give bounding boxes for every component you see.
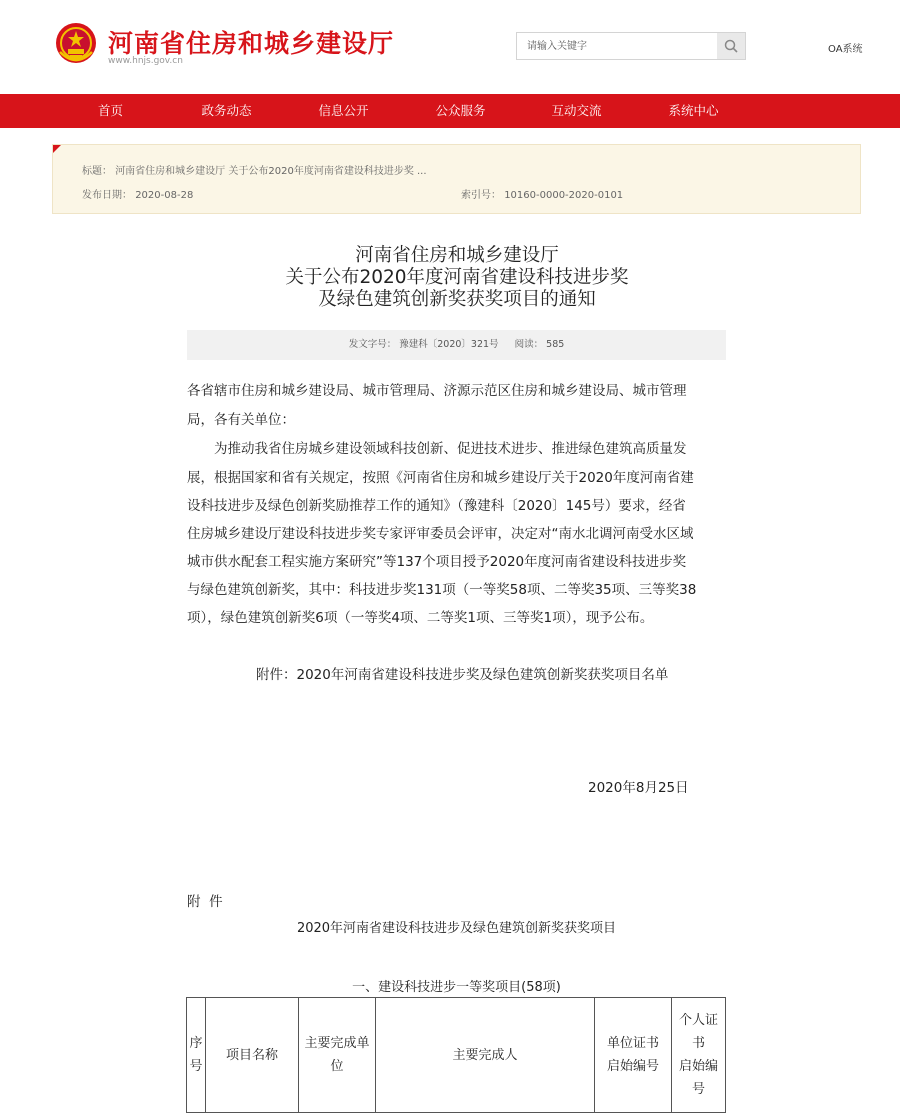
header-cell-project-name: 项目名称 bbox=[206, 998, 299, 1113]
header-cell-unit: 主要完成单 位 bbox=[299, 998, 376, 1113]
nav-item-system-center[interactable]: 系统中心 bbox=[668, 103, 719, 118]
info-title-row bbox=[82, 162, 427, 177]
article-title-line: 及绿色建筑创新奖获奖项目的通知 bbox=[318, 289, 596, 310]
main-nav bbox=[0, 94, 900, 128]
info-date-label: 发布日期： bbox=[82, 190, 132, 201]
award-table bbox=[186, 997, 726, 1113]
info-title-label: 标题： bbox=[82, 166, 112, 177]
search-input[interactable] bbox=[517, 33, 727, 59]
body-line: 城市供水配套工程实施方案研究”等137个项目授予2020年度河南省建设科技进步奖 bbox=[187, 554, 687, 570]
info-index-row bbox=[461, 186, 623, 201]
read-count: 585 bbox=[546, 339, 565, 350]
nav-item-info-disclosure[interactable]: 信息公开 bbox=[318, 103, 369, 118]
body-line: 住房城乡建设厅建设科技进步奖专家评审委员会评审，决定对“南水北调河南受水区域 bbox=[187, 526, 694, 542]
issue-date: 2020年8月25日 bbox=[588, 780, 689, 796]
body-line: 与绿色建筑创新奖，其中：科技进步奖131项（一等奖58项、二等奖35项、三等奖38 bbox=[187, 582, 697, 598]
body-line: 设科技进步及绿色创新奖励推荐工作的通知》（豫建科〔2020〕145号）要求，经省 bbox=[187, 498, 686, 514]
header-cell-unit-cert: 单位证书 启始编号 bbox=[595, 998, 672, 1113]
doc-number: 豫建科〔2020〕321号 bbox=[399, 339, 499, 350]
attachment-link[interactable]: 附件：2020年河南省建设科技进步奖及绿色建筑创新奖获奖项目名单 bbox=[256, 667, 669, 683]
annex-label: 附 件 bbox=[187, 894, 223, 910]
corner-marker bbox=[53, 145, 61, 153]
article-title-line: 河南省住房和城乡建设厅 bbox=[355, 245, 559, 266]
site-title[interactable]: 河南省住房和城乡建设厅 bbox=[108, 29, 395, 58]
table-header-row bbox=[187, 998, 726, 1113]
nav-item-interaction[interactable]: 互动交流 bbox=[551, 103, 602, 118]
nav-item-home[interactable]: 首页 bbox=[97, 103, 123, 118]
body-line: 为推动我省住房城乡建设领域科技创新、促进技术进步、推进绿色建筑高质量发 bbox=[214, 441, 687, 457]
site-header bbox=[0, 0, 900, 94]
info-index-label: 索引号： bbox=[461, 190, 501, 201]
info-date-value: 2020-08-28 bbox=[135, 190, 194, 201]
body-line: 展，根据国家和省有关规定，按照《河南省住房和城乡建设厅关于2020年度河南省建 bbox=[187, 470, 694, 486]
article-title-line: 关于公布2020年度河南省建设科技进步奖 bbox=[285, 267, 629, 288]
search-box bbox=[516, 32, 746, 60]
search-button[interactable] bbox=[717, 33, 745, 59]
info-title-value: 河南省住房和城乡建设厅 关于公布2020年度河南省建设科技进步奖 ... bbox=[115, 166, 427, 177]
section-title: 一、建设科技进步一等奖项目(58项) bbox=[352, 980, 561, 995]
site-url: www.hnjs.gov.cn bbox=[108, 56, 183, 66]
article-title bbox=[180, 245, 734, 311]
annex-title: 2020年河南省建设科技进步及绿色建筑创新奖获奖项目 bbox=[296, 921, 617, 936]
national-emblem-icon bbox=[54, 22, 98, 66]
read-count-label: 阅读： bbox=[514, 339, 544, 350]
oa-system-link[interactable]: OA系统 bbox=[828, 44, 863, 55]
article-meta-bar bbox=[187, 330, 726, 360]
body-line: 各省辖市住房和城乡建设局、城市管理局、济源示范区住房和城乡建设局、城市管理 bbox=[187, 383, 687, 399]
info-index-value: 10160-0000-2020-0101 bbox=[504, 190, 624, 201]
article-info-box bbox=[52, 144, 861, 214]
nav-item-public-service[interactable]: 公众服务 bbox=[435, 103, 486, 118]
header-cell-persons: 主要完成人 bbox=[376, 998, 595, 1113]
search-icon bbox=[724, 39, 738, 53]
body-line: 项），绿色建筑创新奖6项（一等奖4项、二等奖1项、三等奖1项），现予公布。 bbox=[187, 610, 654, 626]
info-date-row bbox=[82, 186, 193, 201]
nav-item-government-news[interactable]: 政务动态 bbox=[201, 103, 252, 118]
header-cell-person-cert: 个人证 书 启始编 号 bbox=[672, 998, 726, 1113]
body-line: 局，各有关单位： bbox=[187, 412, 295, 428]
doc-number-label: 发文字号： bbox=[348, 339, 397, 350]
header-cell-index: 序 号 bbox=[187, 998, 206, 1113]
